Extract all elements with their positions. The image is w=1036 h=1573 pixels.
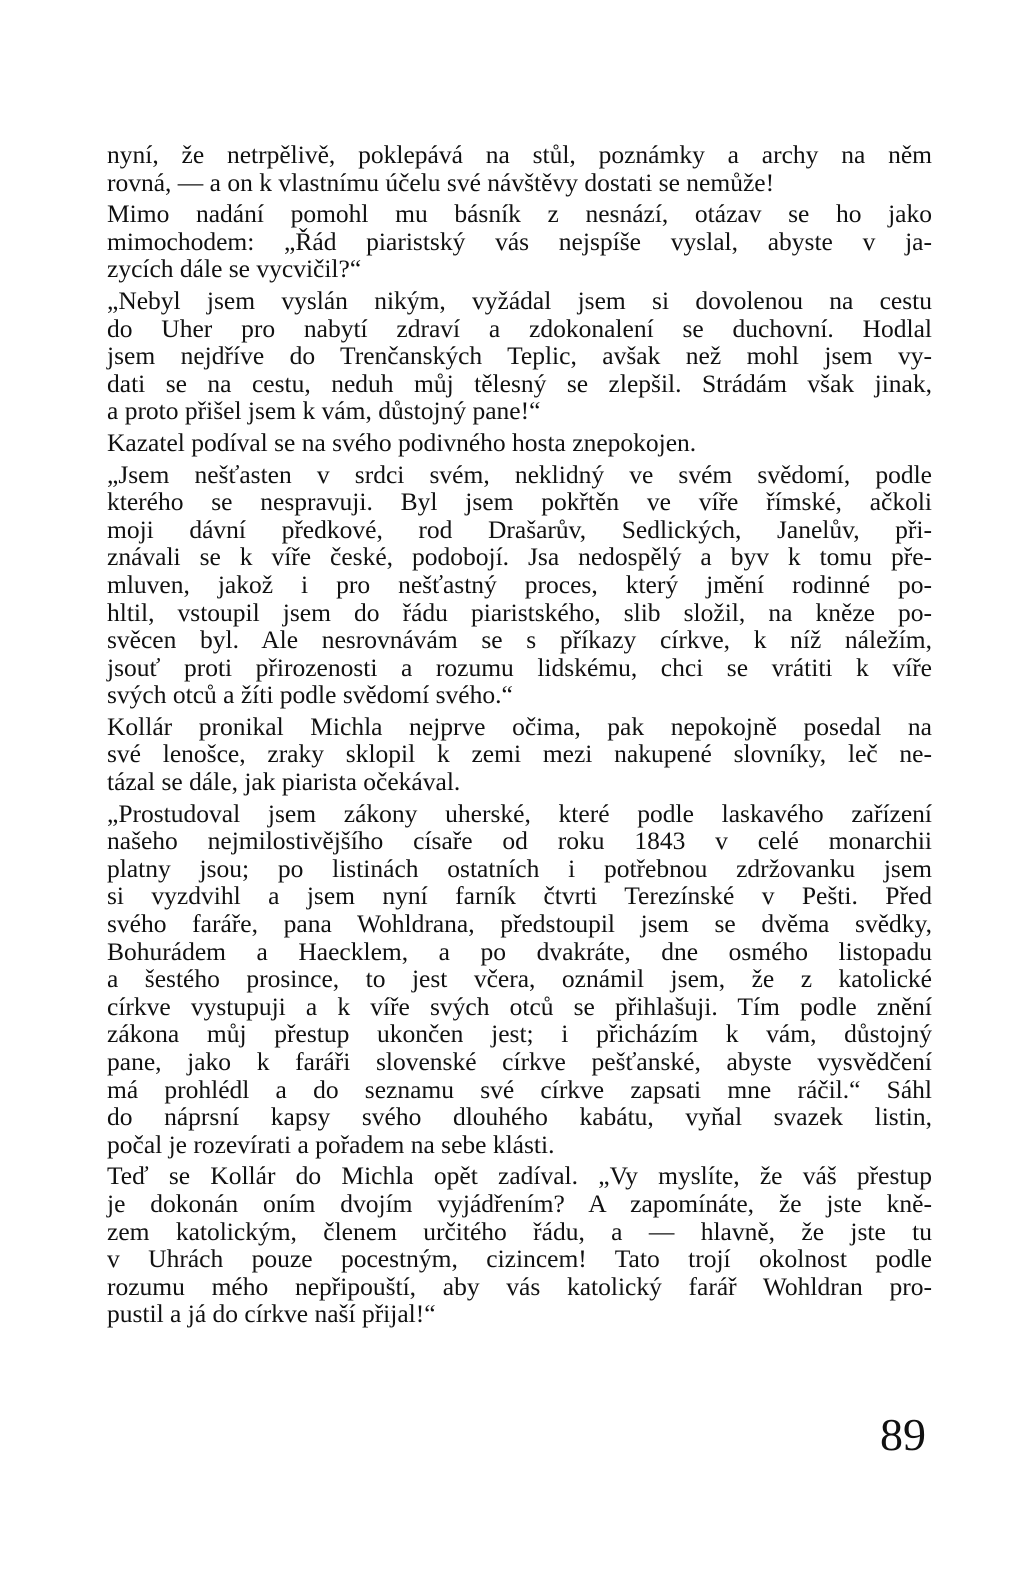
text-line: „Prostudoval jsem zákony uherské, které podle laskavého zařízení (107, 798, 932, 828)
paragraph (107, 287, 932, 425)
text-line: církve vystupuji a k víře svých otců se přihlašuji. Tím podle znění (107, 991, 932, 1021)
text-line: svých otců a žíti podle svědomí svého.“ (107, 680, 513, 710)
paragraph (107, 200, 932, 283)
text-line: rovná, — a on k vlastnímu účelu své návštěvy dostati se nemůže! (107, 167, 775, 197)
text-line: našeho nejmilostivějšího císaře od roku 1843 v celé monarchii (107, 826, 932, 856)
text-line: rozumu mého nepřipouští, aby vás katolický farář Wohldran pro- (107, 1271, 932, 1301)
text-line: svého faráře, pana Wohldrana, předstoupil jsem se dvěma svědky, (107, 909, 932, 939)
text-line: Bohurádem a Haecklem, a po dvakráte, dne osmého listopadu (107, 936, 932, 966)
text-line: jsouť proti přirozenosti a rozumu lidskému, chci se vrátiti k víře (107, 652, 932, 682)
text-line: svěcen byl. Ale nesrovnávám se s příkazy církve, k níž náležím, (107, 625, 932, 655)
text-line: „Jsem nešťasten v srdci svém, neklidný ve svém svědomí, podle (107, 459, 932, 489)
text-line: dati se na cestu, neduh můj tělesný se zlepšil. Strádám však jinak, (107, 368, 932, 398)
text-line: do náprsní kapsy svého dlouhého kabátu, vyňal svazek listin, (107, 1102, 932, 1132)
text-line: Kazatel podíval se na svého podivného hosta znepokojen. (107, 427, 697, 457)
text-line: počal je rozevírati a pořadem na sebe klásti. (107, 1129, 555, 1159)
paragraph (107, 800, 932, 1159)
text-line: si vyzdvihl a jsem nyní farník čtvrti Terezínské v Pešti. Před (107, 881, 932, 911)
text-line: je dokonán oním dvojím vyjádřením? A zapomínáte, že jste kně- (107, 1188, 932, 1218)
paragraph (107, 713, 932, 796)
body-text (107, 141, 932, 1332)
text-line: moji dávní předkové, rod Drašarův, Sedlických, Janelův, při- (107, 514, 932, 544)
text-line: „Nebyl jsem vyslán nikým, vyžádal jsem si dovolenou na cestu (107, 285, 932, 315)
page-number: 89 (880, 1409, 926, 1460)
text-line: kterého se nespravuji. Byl jsem pokřtěn ve víře římské, ačkoli (107, 487, 932, 517)
text-line: pane, jako k faráři slovenské církve pešťanské, abyste vysvědčení (107, 1047, 932, 1076)
paragraph (107, 461, 932, 709)
text-line: hltil, vstoupil jsem do řádu piaristského, slib složil, na kněze po- (107, 597, 932, 627)
text-line: své lenošce, zraky sklopil k zemi mezi nakupené slovníky, leč ne- (107, 739, 932, 769)
text-line: a proto přišel jsem k vám, důstojný pane!“ (107, 396, 541, 426)
text-line: a šestého prosince, to jest včera, oznámil jsem, že z katolické (107, 964, 932, 994)
text-line: nyní, že netrpělivě, poklepává na stůl, poznámky a archy na něm (107, 140, 932, 169)
text-line: zycích dále se vycvičil?“ (107, 254, 362, 284)
paragraph (107, 429, 932, 457)
text-line: zem katolickým, členem určitého řádu, a — hlavně, že jste tu (107, 1216, 932, 1246)
text-line: tázal se dále, jak piarista očekával. (107, 767, 461, 797)
paragraph (107, 141, 932, 196)
text-line: platny jsou; po listinách ostatních i potřebnou zdržovanku jsem (107, 853, 932, 883)
text-line: v Uhrách pouze pocestným, cizincem! Tato trojí okolnost podle (107, 1244, 932, 1274)
text-line: pustil a já do církve naší přijal!“ (107, 1299, 436, 1329)
text-line: do Uher pro nabytí zdraví a zdokonalení se duchovní. Hodlal (107, 313, 932, 343)
text-line: mluven, jakož i pro nešťastný proces, který jmění rodinné po- (107, 569, 932, 599)
text-line: Kollár pronikal Michla nejprve očima, pak nepokojně posedal na (107, 711, 932, 741)
text-line: Teď se Kollár do Michla opět zadíval. „Vy myslíte, že váš přestup (107, 1161, 932, 1191)
text-line: zákona můj přestup ukončen jest; i přicházím k vám, důstojný (107, 1019, 932, 1049)
text-line: mimochodem: „Řád piaristský vás nejspíše vyslal, abyste v ja- (107, 226, 932, 256)
text-line: má prohlédl a do seznamu své církve zapsati mne ráčil.“ Sáhl (107, 1074, 932, 1104)
paragraph (107, 1162, 932, 1328)
text-line: jsem nejdříve do Trenčanských Teplic, avšak než mohl jsem vy- (107, 341, 932, 371)
text-line: Mimo nadání pomohl mu básník z nesnází, otázav se ho jako (107, 199, 932, 229)
text-line: znávali se k víře české, podobojí. Jsa nedospělý a byv k tomu pře- (107, 542, 932, 572)
